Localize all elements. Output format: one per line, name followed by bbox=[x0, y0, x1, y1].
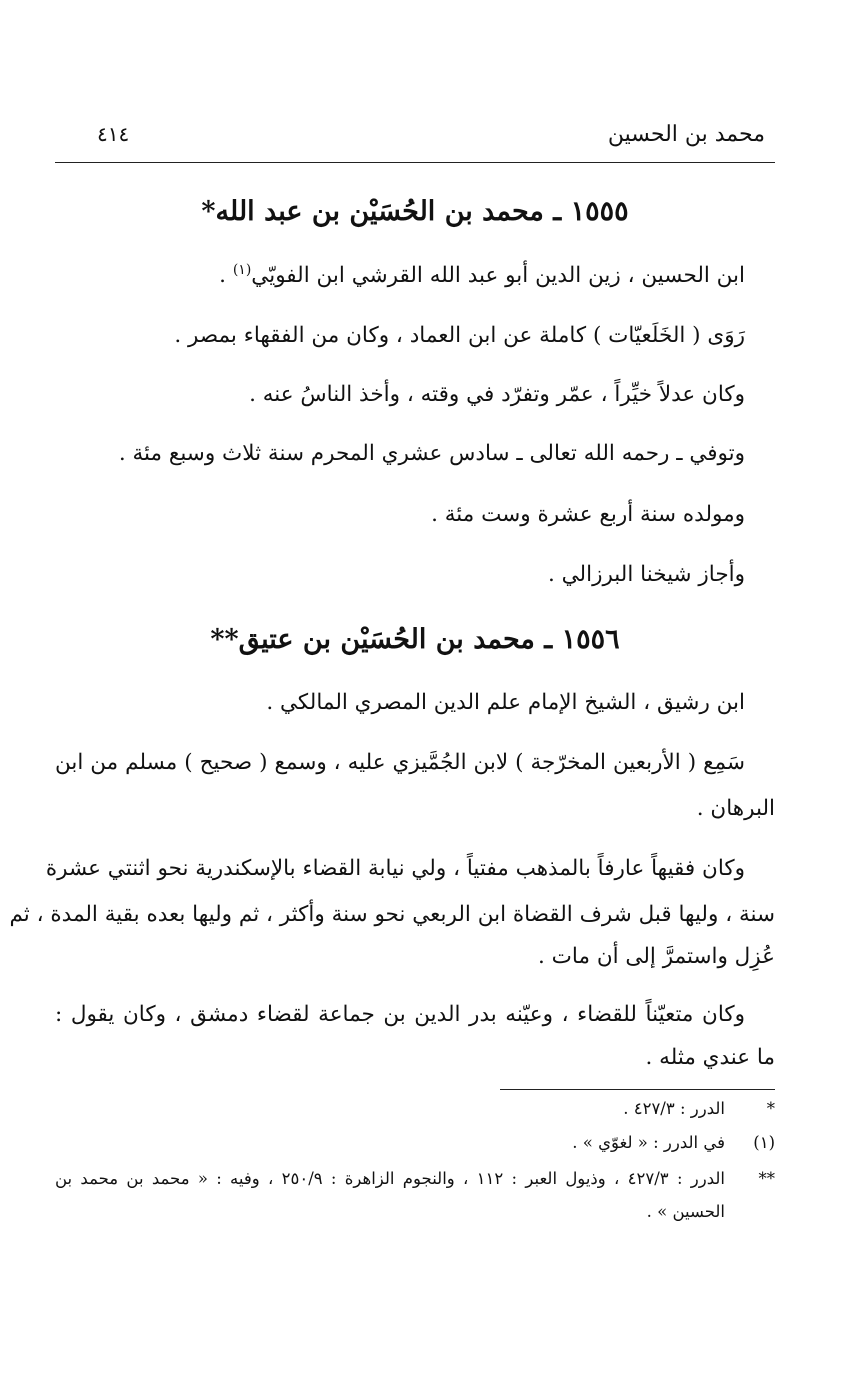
entry-line: رَوَى ( الخَلَعيّات ) كاملة عن ابن العماد ، وكان من الفقهاء بمصر . bbox=[174, 323, 745, 348]
entry-line: سَمِع ( الأربعين المخرّجة ) لابن الجُمَّيزي عليه ، وسمع ( صحيح ) مسلم من ابن bbox=[55, 750, 745, 775]
footnote bbox=[55, 1133, 775, 1157]
entry-line bbox=[55, 262, 745, 288]
footnote-text: الدرر : ٤٢٧/٣ . bbox=[623, 1099, 725, 1118]
entry-line: ابن رشيق ، الشيخ الإمام علم الدين المصري المالكي . bbox=[266, 690, 745, 715]
footnote bbox=[55, 1169, 775, 1193]
entry-line: وتوفي ـ رحمه الله تعالى ـ سادس عشري المحرم سنة ثلاث وسبع مئة . bbox=[118, 441, 745, 466]
entry-line: وكان فقيهاً عارفاً بالمذهب مفتياً ، ولي نيابة القضاء بالإسكندرية نحو اثنتي عشرة bbox=[45, 856, 745, 881]
entry-line-end: . bbox=[219, 263, 233, 289]
entry-line: وكان عدلاً خيِّراً ، عمّر وتفرّد في وقته ، وأخذ الناسُ عنه . bbox=[249, 382, 745, 407]
entry-heading-1556: ١٥٥٦ ـ محمد بن الحُسَيْن بن عتيق** bbox=[210, 624, 620, 655]
entry-line: وكان متعيّناً للقضاء ، وعيّنه بدر الدين بن جماعة لقضاء دمشق ، وكان يقول : bbox=[55, 1002, 745, 1027]
footnote bbox=[55, 1099, 775, 1123]
page-number: ٤١٤ bbox=[97, 122, 130, 146]
entry-line: سنة ، وليها قبل شرف القضاة ابن الربعي نحو سنة وأكثر ، ثم وليها بعده بقية المدة ، ثم bbox=[9, 902, 775, 927]
entry-line: ما عندي مثله . bbox=[645, 1045, 775, 1070]
footnote-marker: * bbox=[766, 1099, 775, 1118]
footnote-text: في الدرر : « لغوّي » . bbox=[572, 1133, 725, 1152]
footnote-text: الدرر : ٤٢٧/٣ ، وذيول العبر : ١١٢ ، والنجوم الزاهرة : ٢٥٠/٩ ، وفيه : « محمد بن محمد بن bbox=[55, 1169, 725, 1188]
footnote-marker: ** bbox=[758, 1169, 775, 1188]
footnote-continuation: الحسين » . bbox=[646, 1202, 725, 1221]
entry-line: وأجاز شيخنا البرزالي . bbox=[547, 562, 745, 587]
page-header bbox=[55, 118, 775, 163]
entry-line: ومولده سنة أربع عشرة وست مئة . bbox=[431, 502, 745, 527]
entry-line: عُزِل واستمرَّ إلى أن مات . bbox=[538, 944, 775, 969]
entry-heading-1555: ١٥٥٥ ـ محمد بن الحُسَيْن بن عبد الله* bbox=[201, 196, 629, 227]
footnote-marker: (١) bbox=[753, 1133, 775, 1152]
entry-line-text: ابن الحسين ، زين الدين أبو عبد الله القرشي ابن الفويّي bbox=[251, 263, 745, 289]
footnote-separator bbox=[500, 1089, 775, 1090]
entry-line: البرهان . bbox=[696, 796, 775, 821]
running-title: محمد بن الحسين bbox=[607, 122, 765, 147]
footnote-ref: (١) bbox=[232, 262, 252, 278]
